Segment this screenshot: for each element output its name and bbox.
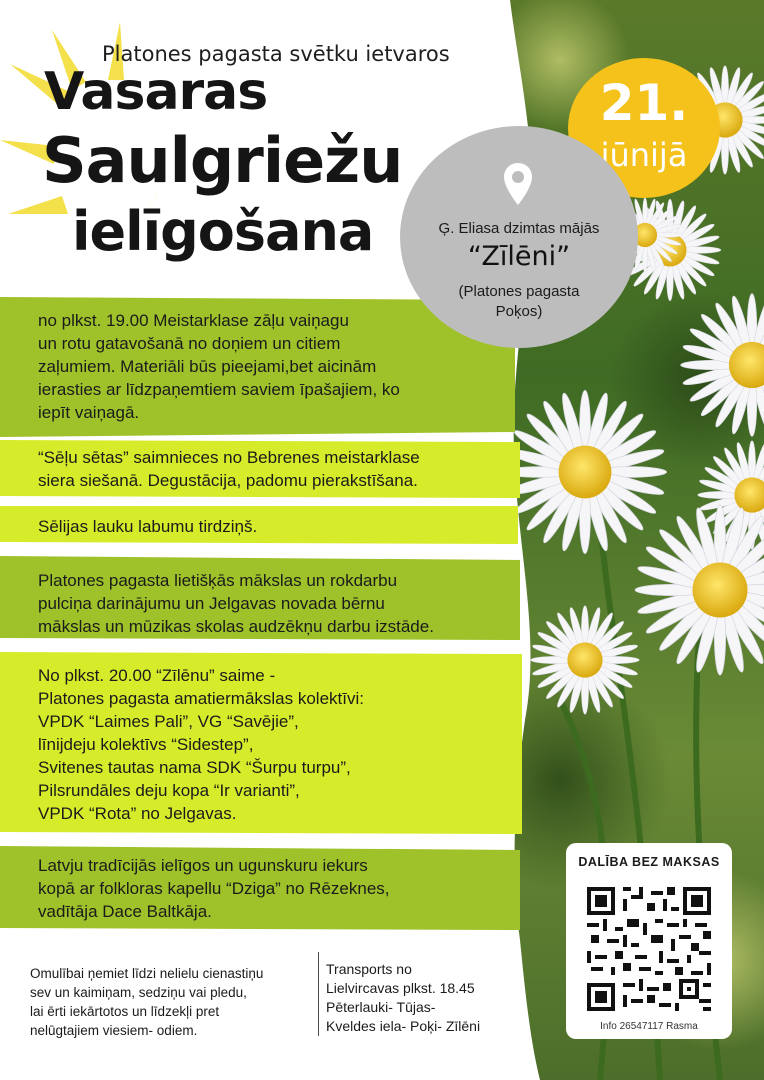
note-line: sev un kaimiņam, sedziņu vai pledu,: [30, 985, 247, 1000]
program-line: no plkst. 19.00 Meistarklase zāļu vaiņagu: [38, 311, 349, 330]
bring-along-note: [30, 964, 263, 1040]
program-line: Platones pagasta lietišķās mākslas un rokdarbu: [38, 571, 398, 590]
program-line: vadītāja Dace Baltkāja.: [38, 902, 212, 921]
date-month: jūnijā: [600, 136, 688, 174]
program-line: un rotu gatavošanā no doņiem un citiem: [38, 334, 341, 353]
program-item-folklore: [38, 854, 390, 923]
location-parish-line-2: Poķos): [495, 303, 543, 320]
program-line: VPDK “Rota” no Jelgavas.: [38, 804, 237, 823]
program-line: mākslas un mūzikas skolas audzēkņu darbu izstāde.: [38, 617, 434, 636]
event-subtitle: Platones pagasta svētku ietvaros: [102, 42, 450, 66]
transport-line: Pēterlauki- Tūjas-: [326, 999, 436, 1015]
note-line: lai ērti iekārtotos un līdzekļi pret: [30, 1004, 220, 1019]
note-line: Omulībai ņemiet līdzi nelielu cienastiņu: [30, 966, 264, 981]
location-name: “Zīlēni”: [467, 241, 571, 272]
qr-code-icon[interactable]: [583, 883, 715, 1015]
program-item-market: [38, 515, 257, 538]
program-line: VPDK “Laimes Pali”, VG “Savējie”,: [38, 712, 299, 731]
program-line: siera siešanā. Degustācija, padomu pierakstīšana.: [38, 471, 418, 490]
program-line: pulciņa darinājumu un Jelgavas novada bērnu: [38, 594, 385, 613]
date-day: 21.: [599, 74, 689, 132]
program-line: iepīt vaiņagā.: [38, 403, 140, 422]
program-item-workshop: [38, 309, 400, 424]
qr-card: [566, 843, 732, 1039]
program-line: līnijdeju kolektīvs “Sidestep”,: [38, 735, 254, 754]
program-line: Latvju tradīcijās ielīgos un ugunskuru iekurs: [38, 856, 368, 875]
footer-divider: [318, 952, 319, 1036]
location-parish-line-1: (Platones pagasta: [458, 283, 580, 300]
transport-line: Kveldes iela- Poķi- Zīlēni: [326, 1018, 481, 1034]
program-line: zaļumiem. Materiāli būs pieejami,bet aicinām: [38, 357, 377, 376]
program-item-cheese: [38, 446, 420, 492]
program-line: ierasties ar līdzpaņemtiem saviem īpašajiem, ko: [38, 380, 400, 399]
transport-note: [326, 960, 480, 1036]
program-item-exhibition: [38, 569, 434, 638]
location-badge: [400, 126, 638, 348]
program-item-performers: [38, 664, 364, 825]
program-line: kopā ar folkloras kapellu “Dziga” no Rēzeknes,: [38, 879, 390, 898]
transport-line: Lielvircavas plkst. 18.45: [326, 980, 475, 996]
transport-line: Transports no: [326, 961, 412, 977]
free-entry-label: DALĪBA BEZ MAKSAS: [578, 855, 720, 869]
program-line: Sēlijas lauku labumu tirdziņš.: [38, 517, 258, 536]
map-pin-icon: [503, 162, 533, 206]
title-line-2: Saulgriežu: [42, 124, 403, 197]
program-line: Pilsrundāles deju kopa “Ir varianti”,: [38, 781, 300, 800]
title-line-3: ielīgošana: [72, 200, 374, 263]
program-line: Platones pagasta amatiermākslas kolektīvi:: [38, 689, 364, 708]
location-parish: [400, 282, 638, 322]
program-line: Svitenes tautas nama SDK “Šurpu turpu”,: [38, 758, 351, 777]
location-house: Ģ. Eliasa dzimtas mājās: [438, 220, 600, 237]
title-line-1: Vasaras: [44, 62, 268, 122]
program-line: “Sēļu sētas” saimnieces no Bebrenes meistarklase: [38, 448, 420, 467]
contact-info: Info 26547117 Rasma: [600, 1021, 698, 1032]
note-line: nelūgtajiem viesiem- odiem.: [30, 1023, 198, 1038]
program-line: No plkst. 20.00 “Zīlēnu” saime -: [38, 666, 276, 685]
